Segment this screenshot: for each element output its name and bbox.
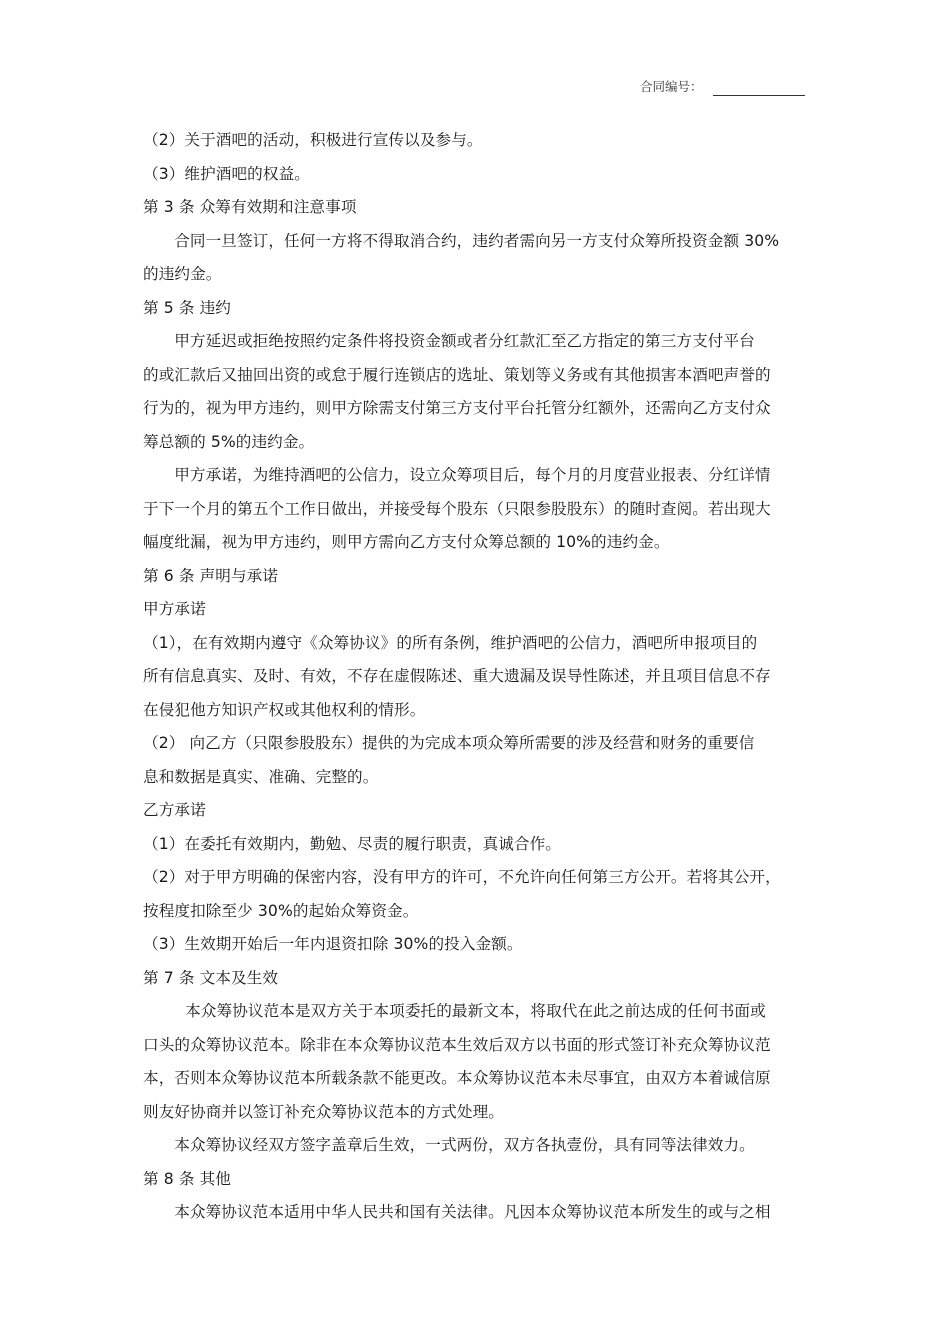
- body-line: （3）生效期开始后一年内退资扣除 30%的投入金额。: [143, 935, 523, 953]
- body-line: 本众筹协议范本是双方关于本项委托的最新文本，将取代在此之前达成的任何书面或: [185, 1002, 766, 1020]
- body-line: 按程度扣除至少 30%的起始众筹资金。: [143, 901, 419, 920]
- body-line: 甲方延迟或拒绝按照约定条件将投资金额或者分红款汇至乙方指定的第三方支付平台: [174, 332, 755, 350]
- body-line: 在侵犯他方知识产权或其他权利的情形。: [143, 700, 426, 719]
- body-line: （1）在委托有效期内，勤勉、尽责的履行职责，真诚合作。: [143, 834, 562, 853]
- body-line: 息和数据是真实、准确、完整的。: [143, 767, 379, 786]
- body-line: 第 3 条 众筹有效期和注意事项: [143, 198, 357, 216]
- body-line: （2）关于酒吧的活动，积极进行宣传以及参与。: [143, 131, 483, 149]
- body-line: 的或汇款后又抽回出资的或怠于履行连锁店的选址、策划等义务或有其他损害本酒吧声誉的: [143, 365, 771, 384]
- body-line: 甲方承诺，为维持酒吧的公信力，设立众筹项目后，每个月的月度营业报表、分红详情: [174, 466, 771, 484]
- body-line: 幅度纰漏，视为甲方违约，则甲方需向乙方支付众筹总额的 10%的违约金。: [143, 533, 670, 551]
- body-line: 行为的，视为甲方违约，则甲方除需支付第三方支付平台托管分红额外，还需向乙方支付众: [143, 399, 771, 417]
- document-body: [143, 124, 805, 1230]
- body-line: （1），在有效期内遵守《众筹协议》的所有条例，维护酒吧的公信力，酒吧所申报项目的: [143, 633, 758, 652]
- body-line: 合同一旦签订，任何一方将不得取消合约，违约者需向另一方支付众筹所投资金额 30%: [174, 231, 780, 250]
- body-line: 所有信息真实、及时、有效，不存在虚假陈述、重大遗漏及误导性陈述，并且项目信息不存: [143, 667, 771, 685]
- contract-number-label: 合同编号：: [640, 79, 703, 94]
- body-line: 筹总额的 5%的违约金。: [143, 432, 315, 451]
- body-line: （3）维护酒吧的权益。: [143, 164, 310, 183]
- body-line: 第 5 条 违约: [143, 298, 231, 317]
- body-line: 则友好协商并以签订补充众筹协议范本的方式处理。: [143, 1102, 504, 1121]
- contract-number-blank: [713, 95, 805, 96]
- body-line: （2） 向乙方（只限参股股东）提供的为完成本项众筹所需要的涉及经营和财务的重要信: [143, 734, 755, 752]
- body-line: 甲方承诺: [143, 600, 206, 618]
- contract-number-header: [640, 76, 805, 98]
- body-line: 本，否则本众筹协议范本所载条款不能更改。本众筹协议范本未尽事宜，由双方本着诚信原: [143, 1069, 771, 1087]
- body-line: 第 6 条 声明与承诺: [143, 566, 279, 585]
- body-line: 乙方承诺: [143, 801, 206, 819]
- body-line: （2）对于甲方明确的保密内容，没有甲方的许可，不允许向任何第三方公开。若将其公开，: [143, 868, 781, 886]
- body-line: 口头的众筹协议范本。除非在本众筹协议范本生效后双方以书面的形式签订补充众筹协议范: [143, 1035, 771, 1054]
- body-line: 本众筹协议经双方签字盖章后生效，一式两份，双方各执壹份，具有同等法律效力。: [174, 1136, 755, 1154]
- body-line: 的违约金。: [143, 265, 222, 283]
- body-line: 于下一个月的第五个工作日做出，并接受每个股东（只限参股股东）的随时查阅。若出现大: [143, 499, 771, 518]
- body-line: 第 7 条 文本及生效: [143, 968, 279, 987]
- body-line: 第 8 条 其他: [143, 1169, 231, 1188]
- body-line: 本众筹协议范本适用中华人民共和国有关法律。凡因本众筹协议范本所发生的或与之相: [174, 1203, 771, 1221]
